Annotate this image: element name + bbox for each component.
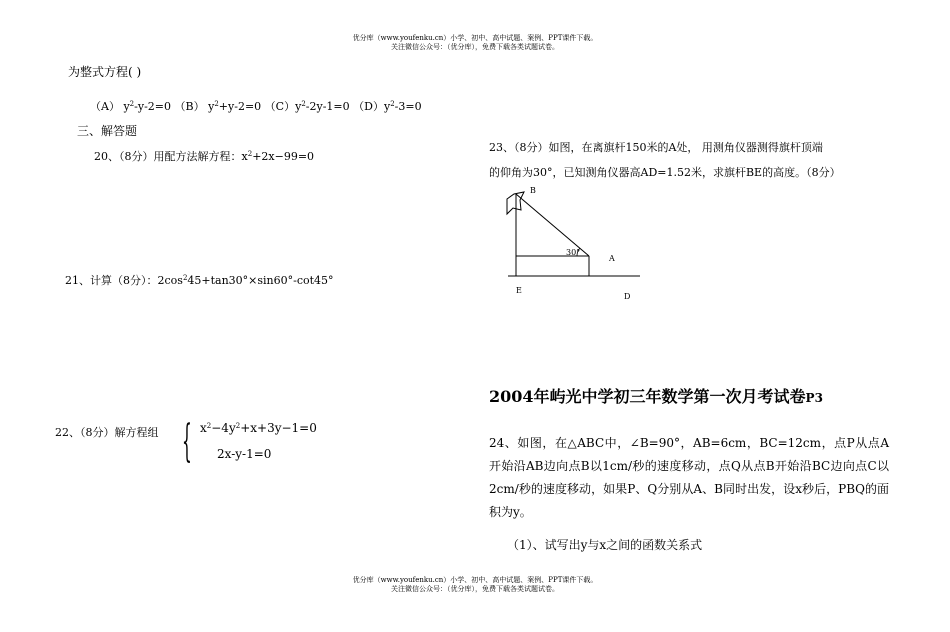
question-20: 20、（8分）用配方法解方程：$x^2+2x-99=0$ xyxy=(94,150,315,163)
question-21: 21、计算（8分）：$2\cos^245+\tan 30^\circ\times\sin 60^\circ-\cot 45^\circ$ xyxy=(65,274,334,287)
page-header xyxy=(300,34,650,52)
footer-line-2: 关注微信公众号：（优分库），免费下载各类试题试卷。 xyxy=(391,585,559,593)
header-line-1: 优分库（www.youfenku.cn）小学、初中、高中试题、案例、PPT课件下载。 xyxy=(352,34,598,42)
point-a-label: A xyxy=(609,254,615,263)
question-24-part-1: （1）、试写出y与x之间的函数关系式 xyxy=(507,538,703,552)
equation-2: 2x-y-1=0 xyxy=(217,447,272,461)
point-e-label: E xyxy=(516,286,522,295)
question-23-line-1: 23、（8分）如图，在离旗杆150米的A处， 用测角仪器测得旗杆顶端 xyxy=(489,141,823,154)
question-23-line-2: 的仰角为30°，已知测角仪器高AD=1.52米，求旗杆BE的高度。（8分） xyxy=(489,166,841,179)
flagpole-figure xyxy=(500,180,650,305)
question-24: 24、如图，在△ABC中，∠B=90°，AB=6cm，BC=12cm，点P从点A开始沿AB边向点B以1cm/秒的速度移动，点Q从点B开始沿BC边向点C以2cm/秒的速度移动，如果P、Q分别从A、B同时出发，设x秒后，PBQ的面积为y。 xyxy=(489,436,889,519)
page-number: P3 xyxy=(805,391,823,405)
question-stem: 为整式方程( ) xyxy=(68,65,142,79)
page-footer xyxy=(300,576,650,594)
header-line-2: 关注微信公众号：（优分库），免费下载各类试题试卷。 xyxy=(391,43,559,51)
angle-label: 30° xyxy=(566,248,581,257)
option-b: （B） $y^2+y-2=0$ xyxy=(174,100,262,113)
sight-line xyxy=(516,194,589,256)
point-d-label: D xyxy=(624,292,631,301)
point-b-label: B xyxy=(530,186,536,195)
question-22-label: 22、（8分）解方程组 xyxy=(55,426,159,439)
exam-title: 2004年屿光中学初三年数学第一次月考试卷P3 xyxy=(489,387,823,406)
option-c: $(C)y^2-2y-1=0$ xyxy=(264,100,350,113)
equation-brace: { xyxy=(182,416,192,467)
footer-line-1: 优分库（www.youfenku.cn）小学、初中、高中试题、案例、PPT课件下载。 xyxy=(352,576,598,584)
equation-1: $x^2-4y^2+x+3y-1=0$ xyxy=(200,421,317,435)
section-title: 三、解答题 xyxy=(77,124,138,138)
options-row xyxy=(90,98,422,114)
option-d: $(D)y^2-3=0$ xyxy=(353,100,422,113)
option-a: （A） $y^2-y-2=0$ xyxy=(90,100,172,113)
